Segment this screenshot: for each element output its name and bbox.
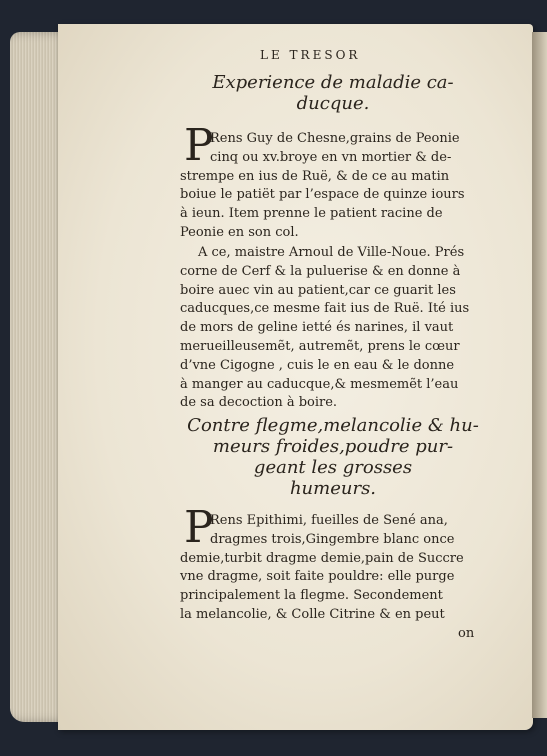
section-title-1 [168, 72, 498, 114]
text-line: demie,turbit dragme demie,pain de Succre [180, 550, 464, 566]
text-line: dragmes trois,Gingembre blanc once [210, 531, 455, 547]
title-line: geant les grosses [253, 457, 413, 478]
text-line: corne de Cerf & la puluerise & en donne à [180, 263, 461, 279]
text-line: à ieun. Item prenne le patient racine de [180, 206, 443, 222]
title-line: Experience de maladie ca- [212, 72, 454, 93]
paragraph-3 [180, 512, 490, 625]
text-line: boire auec vin au patient,car ce guarit les [180, 282, 456, 298]
title-line: humeurs. [289, 478, 377, 499]
text-line: Rens Guy de Chesne,grains de Peonie [210, 131, 460, 146]
title-line: ducque. [296, 93, 370, 114]
paragraph-1 [180, 130, 490, 243]
text-line: de sa decoction à boire. [180, 395, 338, 411]
text-line: d’vne Cigogne , cuis le en eau & le donne [180, 357, 455, 373]
text-line: de mors de geline ietté és narines, il vaut [180, 320, 454, 336]
facing-page-edge [532, 32, 547, 718]
text-line: A ce, maistre Arnoul de Ville-Noue. Prés [198, 245, 465, 260]
text-line: boiue le patiët par l’espace de quinze iours [180, 187, 465, 203]
text-line: merueilleusemẽt, autremẽt, prens le cœur [180, 338, 460, 354]
text-line: vne dragme, soit faite pouldre: elle purge [180, 569, 455, 585]
running-head: LE TRESOR [260, 48, 361, 62]
text-line: caducques,ce mesme fait ius de Ruë. Ité ius [180, 301, 470, 317]
catchword: on [458, 626, 475, 641]
drop-cap: P [184, 502, 214, 553]
title-line: Contre flegme,melancolie & hu- [187, 415, 479, 436]
text-line: Peonie en son col. [180, 224, 299, 240]
text-line: Rens Epithimi, fueilles de Sené ana, [210, 513, 448, 528]
paragraph-2 [180, 244, 490, 413]
section-title-2 [168, 415, 498, 499]
text-line: principalement la flegme. Secondement [180, 588, 443, 604]
text-line: la melancolie, & Colle Citrine & en peut [180, 606, 445, 622]
drop-cap: P [184, 120, 214, 171]
title-line: meurs froides,poudre pur- [212, 436, 454, 457]
text-line: à manger au caducque,& mesmemẽt l’eau [180, 376, 459, 392]
text-line: cinq ou xv.broye en vn mortier & de- [210, 149, 452, 165]
text-line: strempe en ius de Ruë, & de ce au matin [180, 168, 450, 184]
